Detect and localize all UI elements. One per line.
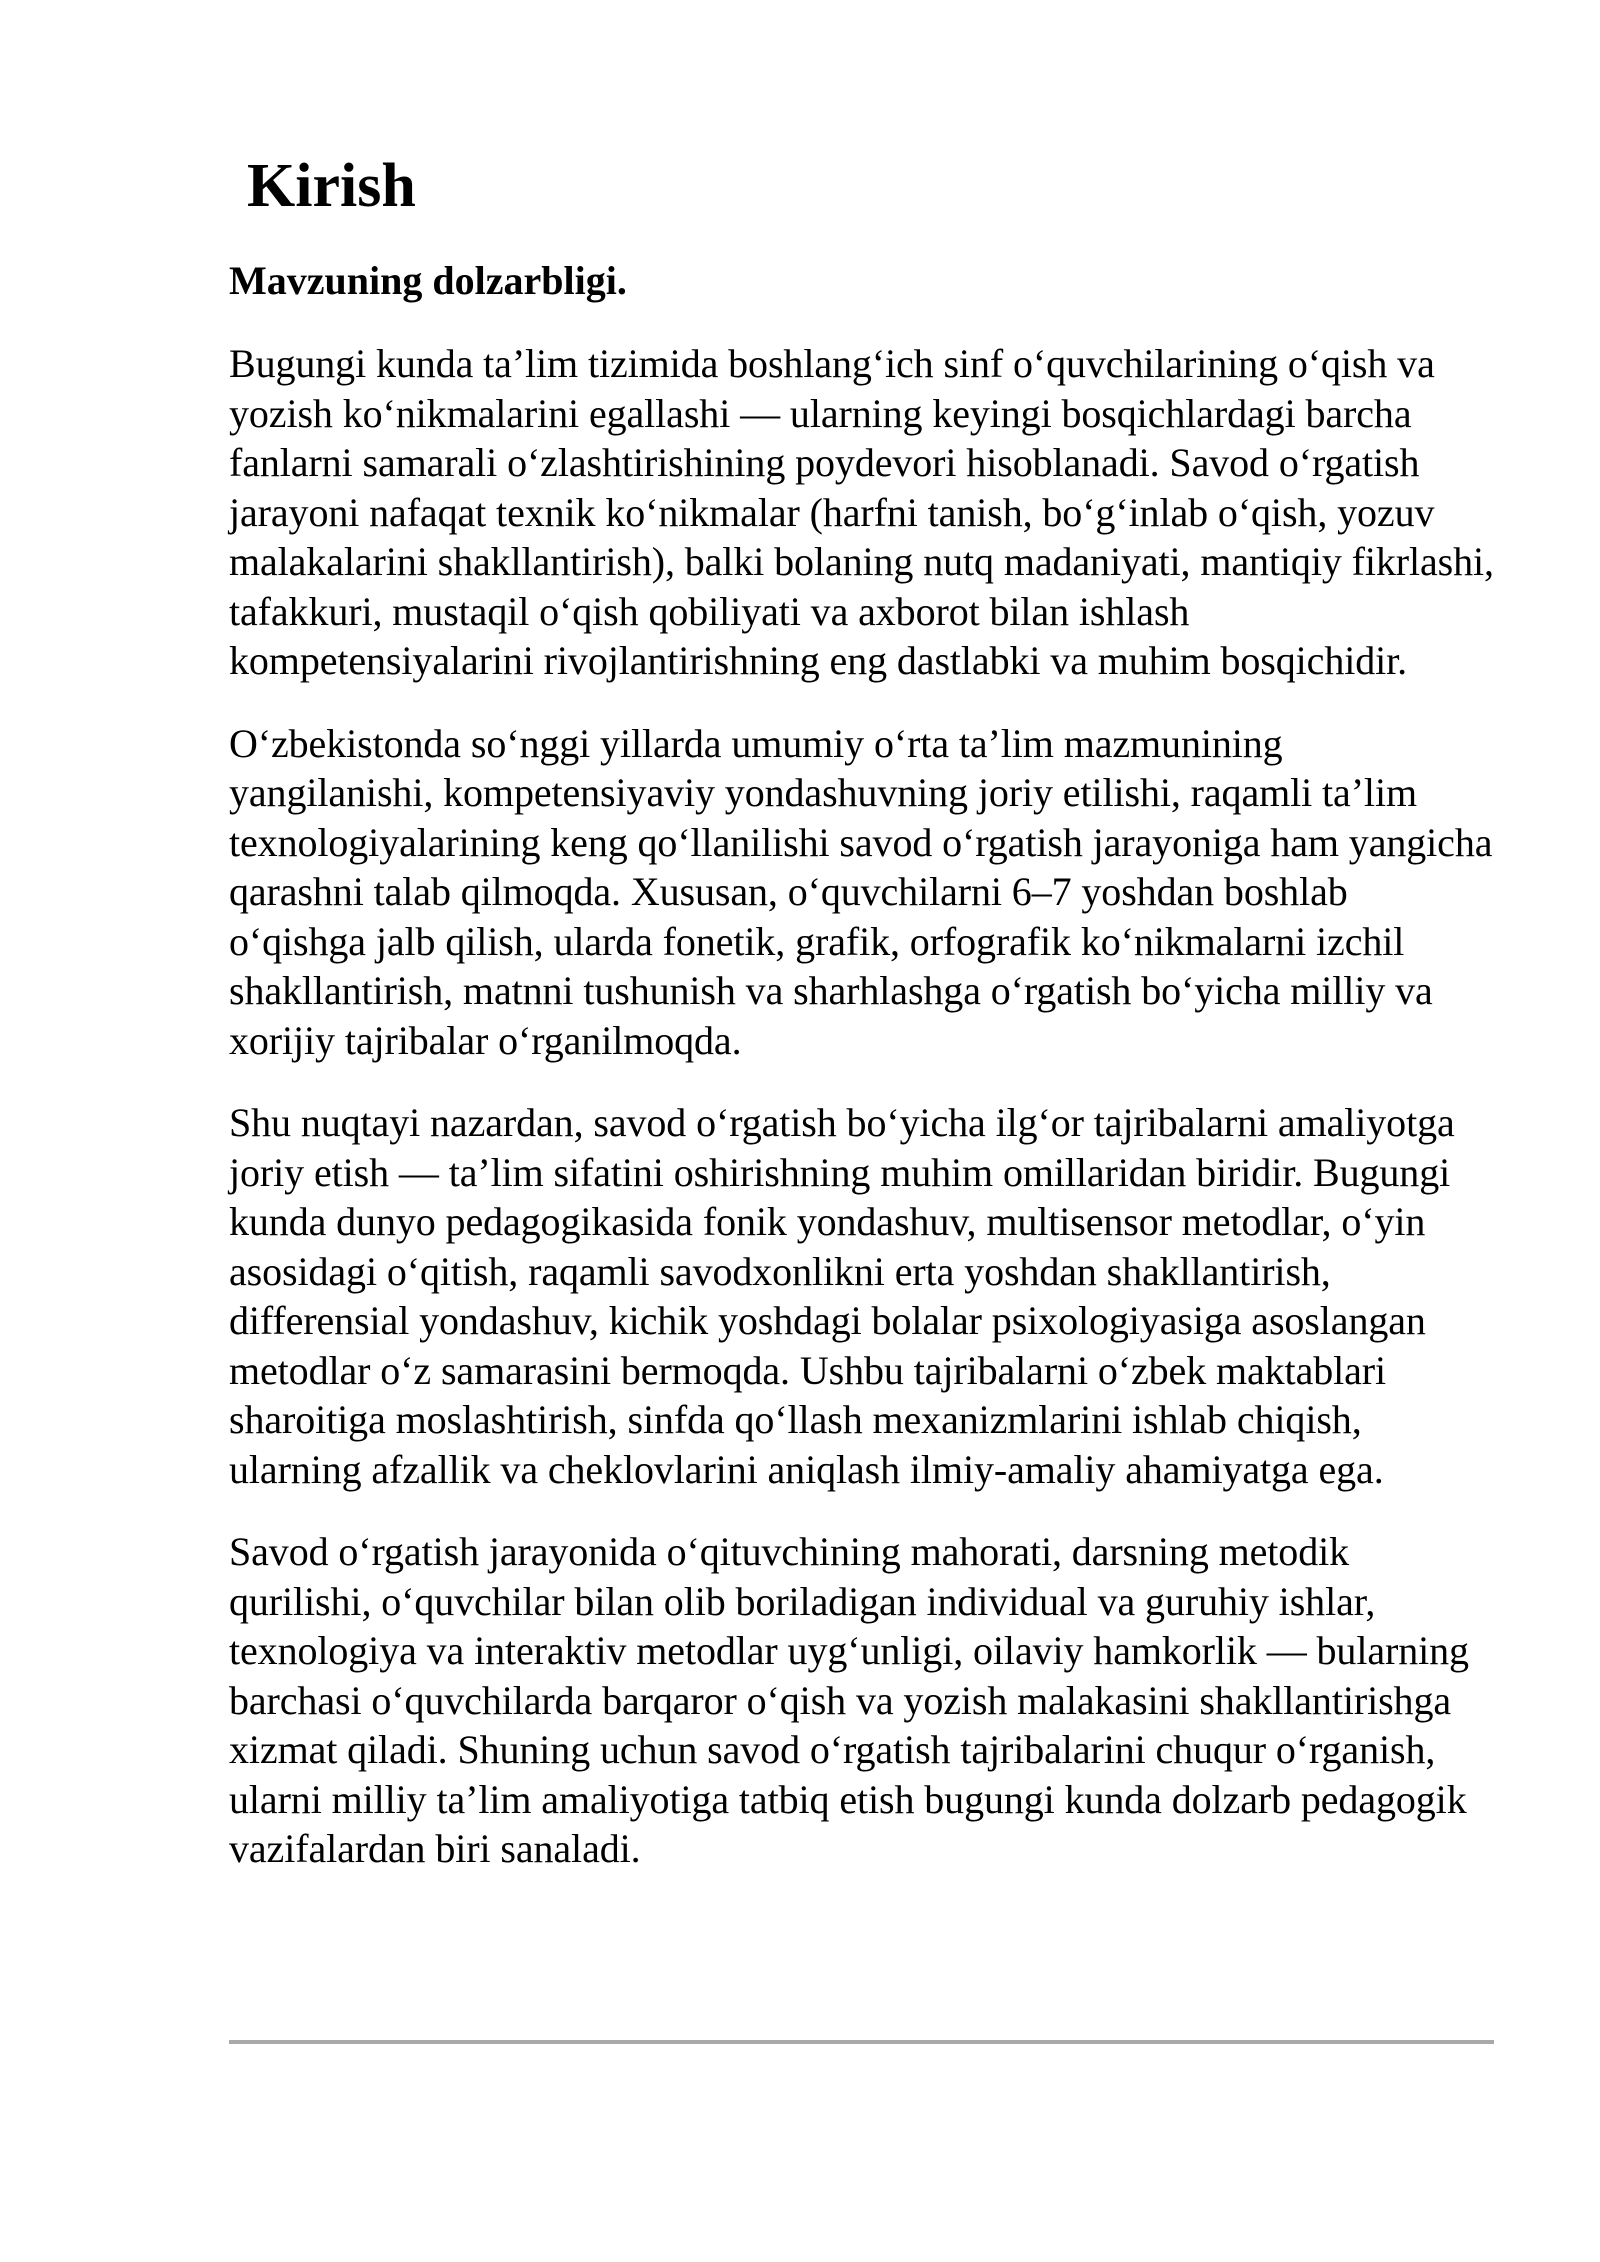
- paragraph-1: Bugungi kunda ta’lim tizimida boshlang‘ich sinf o‘quvchilarining o‘qish va yozish ko‘nikmalarini egallashi — ularning keyingi bosqichlardagi barcha fanlarni samarali o‘zlashtirishining poydevori hisoblanadi. Savod o‘rgatish jarayoni nafaqat texnik ko‘nikmalar (harfni tanish, bo‘g‘inlab o‘qish, yozuv malakalarini shakllantirish), balki bolaning nutq madaniyati, mantiqiy fikrlashi, tafakkuri, mustaqil o‘qish qobiliyati va axborot bilan ishlash kompetensiyalarini rivojlantirishning eng dastlabki va muhim bosqichidir.: [229, 341, 1494, 683]
- paragraph-2: O‘zbekistonda so‘nggi yillarda umumiy o‘rta ta’lim mazmunining yangilanishi, kompetensiyaviy yondashuvning joriy etilishi, raqamli ta’lim texnologiyalarining keng qo‘llanilishi savod o‘rgatish jarayoniga ham yangicha qarashni talab qilmoqda. Xususan, o‘quvchilarni 6–7 yoshdan boshlab o‘qishga jalb qilish, ularda fonetik, grafik, orfografik ko‘nikmalarni izchil shakllantirish, matnni tushunish va sharhlashga o‘rgatish bo‘yicha milliy va xorijiy tajribalar o‘rganilmoqda.: [229, 720, 1493, 1063]
- document-body: [229, 150, 1494, 1874]
- paragraph-3: Shu nuqtayi nazardan, savod o‘rgatish bo‘yicha ilg‘or tajribalarni amaliyotga joriy etish — ta’lim sifatini oshirishning muhim omillaridan biridir. Bugungi kunda dunyo pedagogikasida fonik yondashuv, multisensor metodlar, o‘yin asosidagi o‘qitish, raqamli savodxonlikni erta yoshdan shakllantirish, differensial yondashuv, kichik yoshdagi bolalar psixologiyasiga asoslangan metodlar o‘z samarasini bermoqda. Ushbu tajribalarni o‘zbek maktablari sharoitiga moslashtirish, sinfda qo‘llash mexanizmlarini ishlab chiqish, ularning afzallik va cheklovlarini aniqlash ilmiy-amaliy ahamiyatga ega.: [229, 1100, 1455, 1492]
- paragraph-4: Savod o‘rgatish jarayonida o‘qituvchining mahorati, darsning metodik qurilishi, o‘quvchilar bilan olib boriladigan individual va guruhiy ishlar, texnologiya va interaktiv metodlar uyg‘unligi, oilaviy hamkorlik — bularning barchasi o‘quvchilarda barqaror o‘qish va yozish malakasini shakllantirishga xizmat qiladi. Shuning uchun savod o‘rgatish tajribalarini chuqur o‘rganish, ularni milliy ta’lim amaliyotiga tatbiq etish bugungi kunda dolzarb pedagogik vazifalardan biri sanaladi.: [229, 1529, 1469, 1871]
- page-title: Kirish: [247, 152, 416, 220]
- horizontal-divider: [229, 2040, 1494, 2044]
- section-heading: Mavzuning dolzarbligi.: [229, 258, 627, 303]
